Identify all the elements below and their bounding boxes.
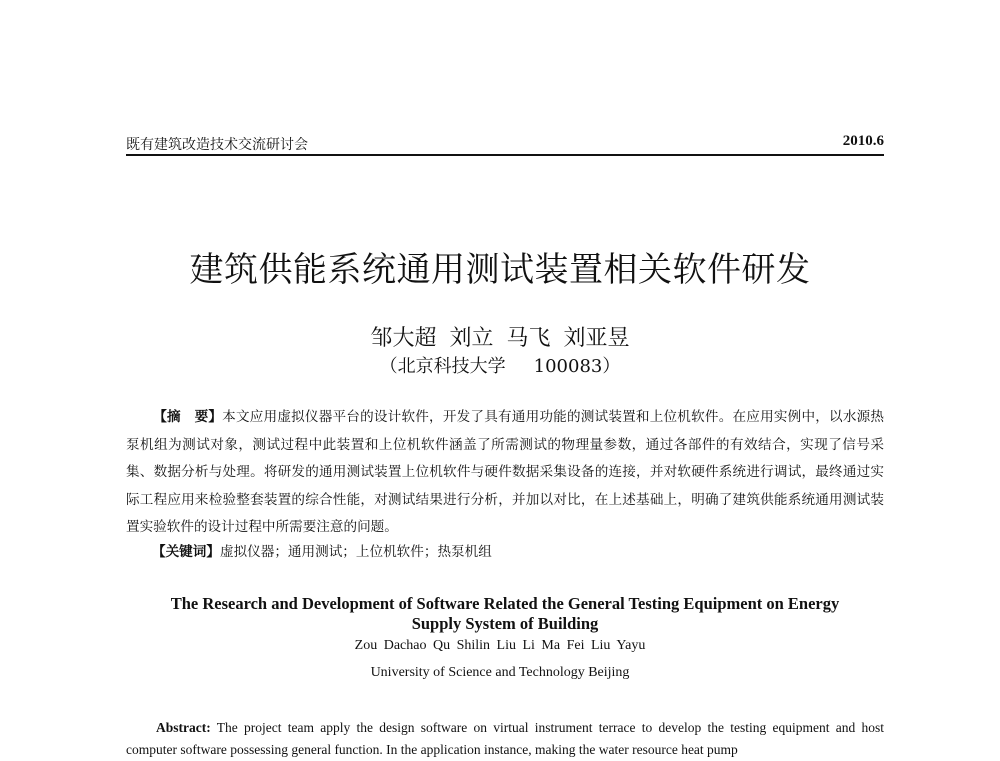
english-abstract-text: The project team apply the design software on virtual instrument terrace to develop the testing equipment and host computer software possessing general function. In the application instance, making the water resource heat pump	[126, 720, 884, 757]
english-title-line-1: The Research and Development of Software Related the General Testing Equipment on Energy	[170, 594, 840, 613]
english-title-line-2: Supply System of Building	[411, 614, 599, 633]
abstract-english	[126, 717, 884, 761]
english-authors: Zou Dachao Qu Shilin Liu Li Ma Fei Liu Yayu	[354, 638, 646, 653]
keywords-label: 【关键词】	[152, 544, 220, 560]
keywords-chinese	[152, 540, 492, 560]
english-title	[126, 594, 884, 634]
abstract-chinese	[126, 404, 884, 542]
issue-date: 2010.6	[842, 133, 884, 149]
abstract-text: 本文应用虚拟仪器平台的设计软件，开发了具有通用功能的测试装置和上位机软件。在应用实例中，以水源热泵机组为测试对象，测试过程中此装置和上位机软件涵盖了所需测试的物理量参数，通过各部件的有效结合，实现了信号采集、数据分析与处理。将研发的通用测试装置上位机软件与硬件数据采集设备的连接，并对软硬件系统进行调试，最终通过实际工程应用来检验整套装置的综合性能，对测试结果进行分析，并加以对比，在上述基础上，明确了建筑供能系统通用测试装置实验软件的设计过程中所需要注意的问题。	[126, 409, 885, 535]
affiliation	[0, 352, 1000, 378]
affiliation-postcode: 100083	[533, 356, 603, 377]
paper-title: 建筑供能系统通用测试装置相关软件研发	[189, 250, 811, 290]
affiliation-close-paren: ）	[602, 356, 621, 377]
running-header	[126, 132, 884, 156]
affiliation-open-paren: （	[379, 356, 398, 377]
keywords-text: 虚拟仪器；通用测试；上位机软件；热泵机组	[219, 544, 492, 560]
conference-name: 既有建筑改造技术交流研讨会	[126, 137, 308, 153]
abstract-label: 【摘 要】	[153, 409, 223, 425]
english-abstract-label: Abstract:	[156, 720, 211, 735]
author-list: 邹大超 刘立 马飞 刘亚昱	[370, 326, 630, 351]
affiliation-university: 北京科技大学	[397, 356, 506, 377]
english-affiliation: University of Science and Technology Beijing	[370, 665, 630, 680]
